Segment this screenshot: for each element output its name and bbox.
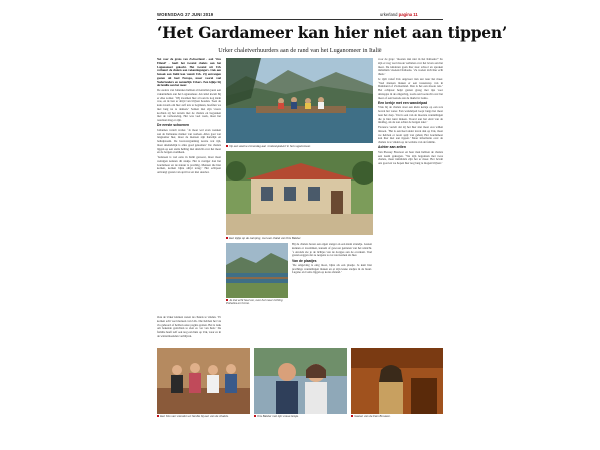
subheading: Achter aan zeilen bbox=[378, 145, 406, 150]
section-label bbox=[380, 12, 418, 17]
body-paragraph: Florence vertelt dat zij het hier niet meer zou willen missen. ‘Het is een heel ander leven dan op Urk, maar we hebben er nooit spijt van gehad. Het Gardameer kan hier niet aan tippen.’ Meer informatie over de chalets is te vinden op de website van de familie. bbox=[378, 125, 443, 145]
subheading: De eerste schoenen bbox=[157, 123, 190, 128]
caption-bullet bbox=[351, 415, 353, 417]
guest-illustration bbox=[351, 348, 443, 414]
family-illustration bbox=[157, 348, 250, 414]
body-paragraph: De ouders van Johannes hebben al tientallen jaren een vakantiehuis aan het Luganomeer. Als kind kwam hij er elke zomer. ‘Wij kwamen hier al toen ik nog klein was, en ik ben er altijd van blijven houden. Toen de kans kwam om hier zelf iets te beginnen, hoefden we niet lang na te denken.’ Samen met zijn vrouw kochten zij het terrein met de chalets en begonnen met de verbouwing. Het was veel werk, maar het resultaat mag er zijn. bbox=[157, 88, 221, 123]
article-subheadline: Urker chaletverhuurders aan de rand van het Luganomeer in Italië bbox=[218, 47, 382, 54]
page-number: pagina 11 bbox=[398, 12, 418, 17]
couple-caption: Kris Bakker met zijn vrouw Arieja. bbox=[254, 415, 347, 418]
article-headline: ‘Het Gardameer kan hier niet aan tippen’ bbox=[157, 23, 508, 42]
issue-date: WOENSDAG 27 JUNI 2019 bbox=[157, 12, 214, 17]
chalet-photo bbox=[226, 151, 373, 235]
subheading: Van de plaatjes bbox=[292, 258, 317, 263]
body-paragraph: voor de grap: ‘moeten dan niet in het Italiaans?’ Zo zijn er nog veel mooie verhalen over het leven aan het meer. De kinderen gaan hier naar school en spreken inmiddels vloeiend Italiaans. ‘Ze voelen zich hier echt thuis.’ bbox=[378, 58, 443, 76]
caption-bullet bbox=[254, 415, 256, 417]
column-1-end bbox=[157, 316, 221, 346]
body-paragraph: Vlak bij de chalets staat een klein kerkje op een rots boven het water. Een wandelpad loopt langs het meer naar het dorp. ‘Dat is een van de mooiste wandelingen die je hier kunt maken. Vooral aan het eind van de middag, als de zon achter de bergen zakt.’ bbox=[378, 105, 443, 125]
body-paragraph: Bij de chalets horen een eigen steiger en een klein strandje. Gasten kunnen er zwemmen, kanoën of gewoon genieten van het uitzicht. ‘s Avonds zie je de lichtjes van de dorpjes aan de overkant. Veel gasten zeggen dat ze nergens zo tot rust komen als hier. bbox=[292, 243, 372, 258]
caption-bullet bbox=[226, 237, 228, 239]
column-2 bbox=[292, 243, 372, 315]
chalet-illustration bbox=[226, 151, 373, 235]
guest-photo bbox=[351, 348, 443, 414]
family-photo bbox=[157, 348, 250, 414]
subheading: Een kerkje met een wandelpad bbox=[378, 100, 428, 105]
header-rule bbox=[157, 19, 443, 20]
caption-bullet bbox=[157, 415, 159, 417]
intro-paragraph: Net voor de grens van Zwitserland - ooit ‘Ons Eiland’ - heeft het tweetal chalets aan het Luganomeer gekocht. Het tweetal uit Urk verhuurt de chalets aan vakantiegangers. Ook een bezoek aan Italië kan vanuit Urk. Zij ontvangen gasten uit heel Europa, maar vooral veel Nederlanders en natuurlijk Urkers. Een kijkje bij de familie aan het meer. bbox=[157, 58, 221, 88]
lake-caption: Op een warme zomerdag aan ‘onsHuisjesHet’ in het Luganomeer. bbox=[226, 145, 373, 148]
caption-bullet bbox=[226, 145, 228, 147]
body-paragraph: Johannes vertelt verder. ‘Je moet wel even wennen aan de Italiaanse manier van werken. Alles gaat wat langzamer hier, maar de mensen zijn hartelijk en behulpzaam. De bouwvergunning kostte wat tijd, maar uiteindelijk is alles goed gekomen.’ De chalets liggen op een steile helling met uitzicht over het meer en de bergen eromheen. bbox=[157, 127, 221, 155]
couple-illustration bbox=[254, 348, 347, 414]
column-1 bbox=[157, 58, 221, 314]
terrace-caption: Je ziet echt heel ver, over het meer richting Porlezza en Como. bbox=[226, 298, 283, 306]
chalet-caption: Een kijkje op de camping, met een chalet van Kris Bakker. bbox=[226, 237, 373, 240]
section-name: urkerland bbox=[380, 12, 398, 17]
body-paragraph: Ook de Urker klanten weten de chalets te vinden. ‘Er komen echt veel mensen van Urk. Die hebben het via via gehoord of hebben onze pagina gezien. Het is leuk om bekende gezichten te zien zo ver van huis.’ De familie heeft zelf ook nog een huis op Urk, waar ze in de wintermaanden verblijven. bbox=[157, 316, 221, 338]
lake-photo bbox=[226, 58, 373, 143]
body-paragraph: ‘De omgeving is enig mooi, bijna als een plaatje. Je kunt hier prachtige wandelingen maken en er zijn leuke stadjes in de buurt. Lugano en Como liggen op korte afstand.’ bbox=[292, 262, 372, 275]
body-paragraph: ‘Iedereen is wel eens in Italië geweest, maar maar weinigen kennen dit stukje. Het is rustiger dan het Gardameer en de natuur is prachtig. Mensen die hier komen, komen bijna altijd terug.’ Het echtpaar ontvangt gasten van april tot en met oktober. bbox=[157, 155, 221, 175]
body-paragraph: Van Pleasey Brouwer en haar man hebben de chalets een naam gekregen. ‘We zijn begonnen met twee chalets, maar inmiddels zijn het er meer. Het bevalt ons goed en we hopen hier nog lang te mogen blijven.’ bbox=[378, 149, 443, 166]
family-caption: Een foto van vrienden en familie bij een van de chalets. bbox=[157, 415, 250, 418]
column-4 bbox=[378, 58, 443, 346]
guest-caption: Gasten van de Fam Brouwer. bbox=[351, 415, 443, 418]
terrace-illustration bbox=[226, 243, 288, 298]
lake-illustration bbox=[226, 58, 373, 143]
couple-photo bbox=[254, 348, 347, 414]
terrace-photo bbox=[226, 243, 288, 298]
body-paragraph: Je rijdt vanaf Urk ongeveer tien uur naar het meer. ‘Veel mensen maken er een tussenstop van in Duitsland of Zwitserland. Dan is het een mooie reis.’ Het echtpaar helpt gasten graag met tips voor uitstapjes in de omgeving, zoals een boottocht over het meer of een bezoek aan de markt in Luino. bbox=[378, 76, 443, 100]
